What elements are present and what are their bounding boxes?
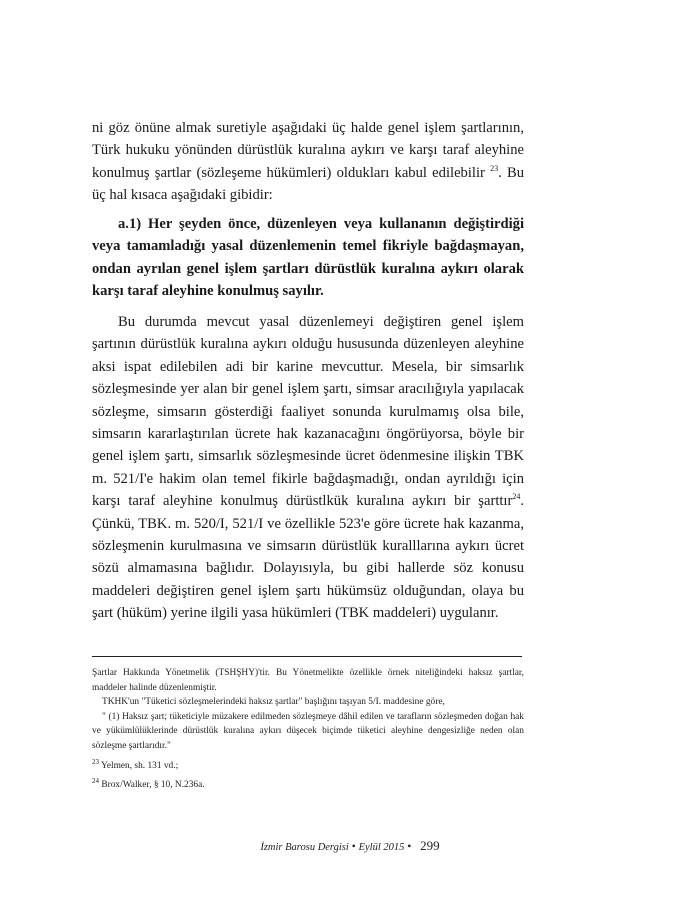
paragraph-1 (92, 117, 524, 207)
footnote-24 (92, 778, 524, 793)
paragraph-3-text: Bu durumda mevcut yasal düzenlemeyi değiştiren genel işlem şartının dürüstlük kuralına aykırı olduğu hususunda düzenleyen aleyhine aksi ispat edilebilen adi bir karine mevcuttur. Mesela, bir simsarlık sözleşmesinde yer alan bir genel işlem şartı, simsar aracılığıyla yapılacak sözleşme, simsarın gösterdiği faaliyet sonunda kurulmamış olsa bile, simsarın kararlaştırılan ücrete hak kazanacağını öngörüyorsa, böyle bir genel işlem şartı, simsarlık sözleşmesinde ücret ödenmesine ilişkin TBK m. 521/I'e hakim olan temel fikirle bağdaşmadığı, ondan ayrıldığı için karşı taraf aleyhine konulmuş dürüstlkük kuralına aykırı bir şarttır (92, 314, 524, 510)
footnote-ref-24[interactable]: 24 (512, 492, 521, 502)
paragraph-1-text: ni göz önüne almak suretiyle aşağıdaki üç halde genel işlem şartlarının, Türk hukuku yönünden dürüstlük kuralına aykırı ve karşı taraf aleyhine konulmuş şartlar (sözleşeme hükümleri) oldukları kabul edilebilir (92, 120, 524, 181)
paragraph-bold-a1 (92, 213, 524, 303)
footnote-23-text: Yelmen, sh. 131 vd.; (101, 760, 179, 771)
footnotes-section (92, 666, 524, 793)
paragraph-bold-text: a.1) Her şeyden önce, düzenleyen veya kullananın değiştirdiği veya tamamladığı yasal düzenlemenin temel fikriyle bağdaşmayan, ondan ayrılan genel işlem şartları dürüstlük kuralına aykırı olarak karşı taraf aleyhine konulmuş sayılır. (92, 216, 524, 300)
page-number: 299 (420, 838, 440, 853)
footnote-separator (92, 656, 522, 657)
footnote-continuation: Şartlar Hakkında Yönetmelik (TSHŞHY)'tir. Bu Yönetmelikte özellikle örnek niteliğindeki haksız şartlar, maddeler halinde düzenlenmiştir. (92, 668, 524, 693)
paragraph-1-tail: . Bu üç hal kısaca aşağıdaki gibidir: (92, 164, 524, 204)
footnote-line-2 (92, 695, 524, 710)
footer-bullet-1: • (351, 841, 356, 853)
footnote-ref-23[interactable]: 23 (490, 163, 499, 173)
footnote-line-2-text: TKHK'un "Tüketici sözleşmelerindeki haksız şartlar" başlığını taşıyan 5/I. maddesine göre, (102, 697, 445, 708)
paragraph-3 (92, 311, 524, 625)
journal-name: İzmir Barosu Dergisi (260, 842, 349, 853)
paragraph-3-tail: . Çünkü, TBK. m. 520/I, 521/I ve özellikle 523'e göre ücrete hak kazanma, sözleşmenin kurulmasına ve simsarın dürüstlük kuralllarına aykırı ücret sözü almamasına bağlıdır. Dolayısıyla, bu gibi hallerde söz konusu maddeleri değiştiren genel işlem şartı hükümsüz olduğundan, olaya bu şart (hüküm) yerine ilgili yasa hükümleri (TBK maddeleri) uygulanır. (92, 493, 524, 622)
footnote-23 (92, 759, 524, 774)
footnote-24-number: 24 (92, 777, 99, 786)
footnote-quote-text: " (1) Haksız şart; tüketiciyle müzakere edilmeden sözleşmeye dâhil edilen ve tarafların sözleşmeden doğan hak ve yükümlülüklerinde dürüstlük kuralına aykırı düşecek biçimde tüketici aleyhine dengesizliğe neden olan sözleşme şartlarıdır." (92, 711, 524, 751)
footnote-23-number: 23 (92, 757, 99, 766)
footnote-quote (92, 710, 524, 754)
footnote-24-text: Brox/Walker, § 10, N.236a. (101, 780, 205, 791)
footer-bullet-2: • (407, 841, 412, 853)
journal-issue: Eylül 2015 (358, 842, 405, 853)
page-footer (0, 838, 700, 854)
